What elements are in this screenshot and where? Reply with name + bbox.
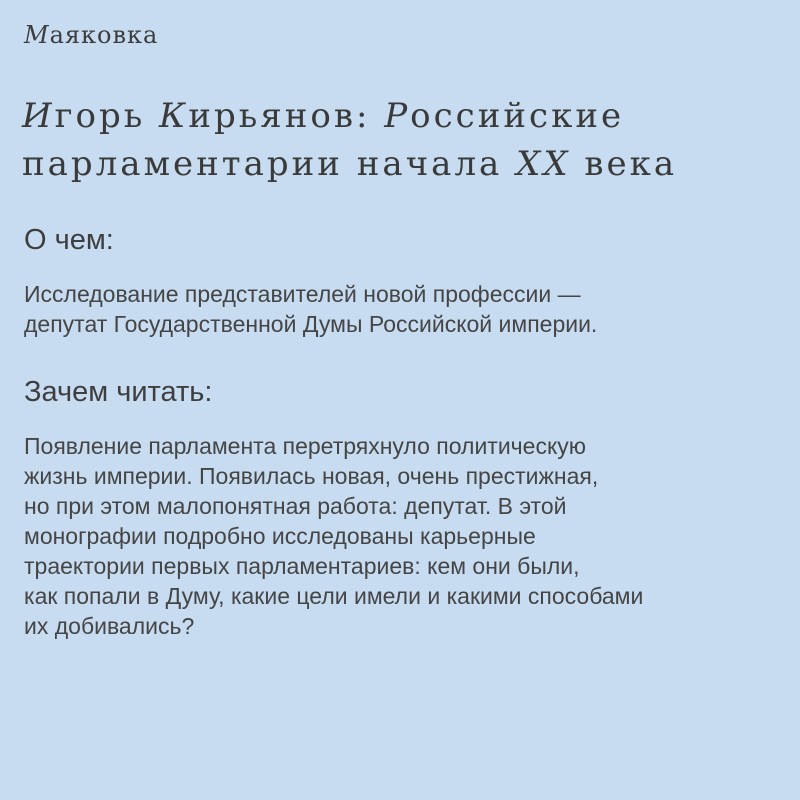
title-line-1 xyxy=(22,92,782,140)
book-title xyxy=(22,92,782,188)
why-line: траектории первых парламентариев: кем они были, xyxy=(24,553,580,579)
brand-initial: М xyxy=(24,21,50,49)
why-line: но при этом малопонятная работа: депутат. В этой xyxy=(24,493,567,519)
title-text-3: оссийские xyxy=(410,96,625,136)
why-text xyxy=(24,431,776,641)
why-line: жизнь империи. Появилась новая, очень престижная, xyxy=(24,463,599,489)
why-line: их добивались? xyxy=(24,613,195,639)
title-initial-3: Р xyxy=(384,96,411,136)
why-line: Появление парламента перетряхнуло политическую xyxy=(24,433,587,459)
about-text xyxy=(24,279,776,339)
title-text-2: ирьянов: xyxy=(188,96,385,136)
title-century: XX xyxy=(516,144,571,184)
brand-rest: аяковка xyxy=(49,21,159,49)
about-heading: О чем: xyxy=(24,224,114,256)
title-initial-2: К xyxy=(159,96,189,136)
about-line: депутат Государственной Думы Российской империи. xyxy=(24,311,598,337)
why-heading: Зачем читать: xyxy=(24,376,213,408)
why-line: как попали в Думу, какие цели имели и какими способами xyxy=(24,583,644,609)
title-text-5: века xyxy=(570,144,678,184)
title-initial-1: И xyxy=(22,96,55,136)
title-line-2 xyxy=(22,140,782,188)
brand-logo xyxy=(24,20,158,50)
title-text-1: горь xyxy=(54,96,160,136)
why-line: монографии подробно исследованы карьерные xyxy=(24,523,536,549)
about-section xyxy=(24,222,776,339)
why-section xyxy=(24,374,776,641)
about-line: Исследование представителей новой профессии — xyxy=(24,281,581,307)
title-text-4: парламентарии начала xyxy=(22,144,517,184)
